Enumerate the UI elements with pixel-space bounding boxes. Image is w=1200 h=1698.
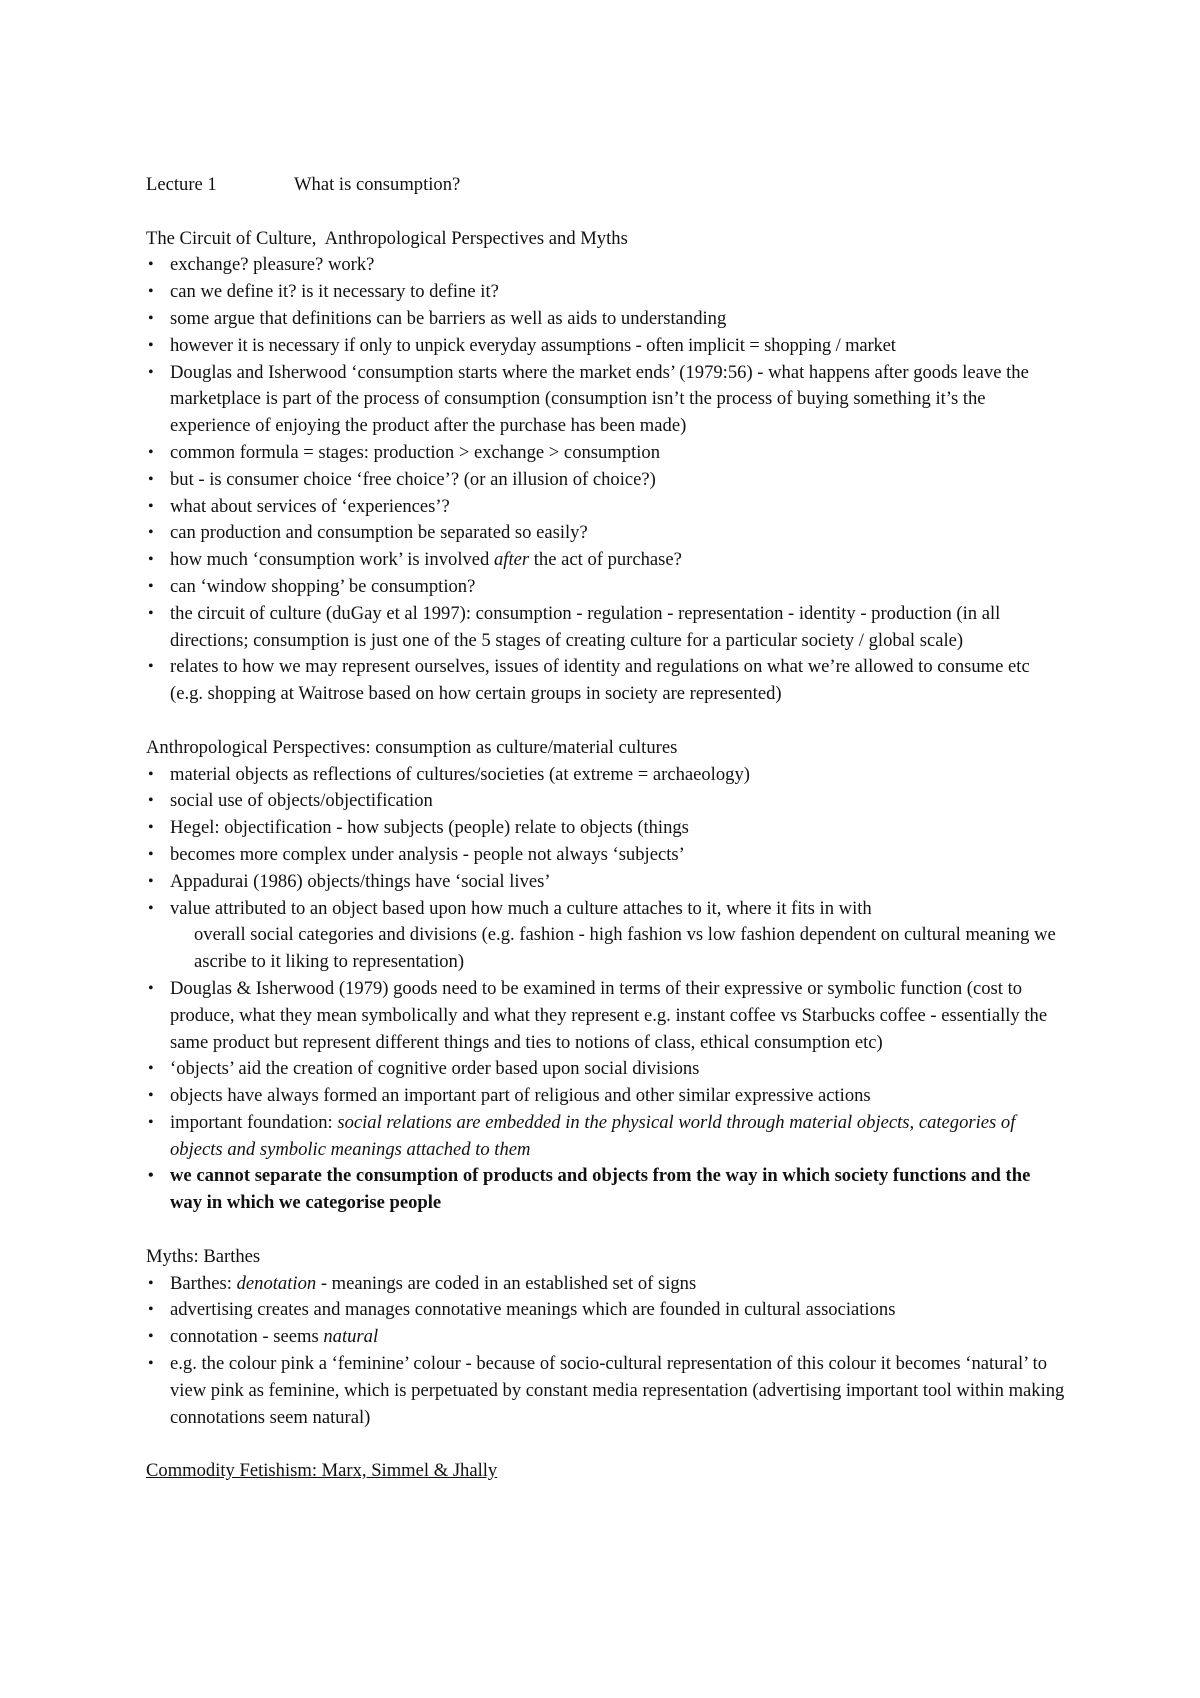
lecture-header (146, 172, 1066, 199)
list-item-text: - meanings are coded in an established set of signs (316, 1272, 697, 1294)
list-item-text: the act of purchase? (529, 549, 682, 571)
list-item: • material objects as reflections of cultures/societies (at extreme = archaeology) (146, 762, 1066, 789)
list-item-continuation: overall social categories and divisions (e.g. fashion - high fashion vs low fashion dependent on cultural meaning we ascribe to it liking to representation) (194, 924, 1056, 973)
list-item: • the circuit of culture (duGay et al 1997): consumption - regulation - representation - identity - production (in all directions; consumption is just one of the 5 stages of creating culture for a particular society / global scale) (146, 601, 1066, 655)
list-item: • some argue that definitions can be barriers as well as aids to understanding (146, 306, 1066, 333)
list-item: • Douglas & Isherwood (1979) goods need to be examined in terms of their expressive or symbolic function (cost to produce, what they mean symbolically and what they represent e.g. instant coffee vs Starbucks coffee - essentially the same product but represent different things and ties to notions of class, ethical consumption etc) (146, 976, 1066, 1056)
list-item (146, 1110, 1066, 1164)
list-item-text: Barthes: (170, 1272, 237, 1294)
list-item (146, 1271, 1066, 1298)
list-item: • advertising creates and manages connotative meanings which are founded in cultural associations (146, 1297, 1066, 1324)
list-item: • can production and consumption be separated so easily? (146, 520, 1066, 547)
emphasis-social-relations: social relations are embedded in the physical world through material objects, categories of objects and symbolic meanings attached to them (170, 1111, 1016, 1160)
list-item: • Appadurai (1986) objects/things have ‘social lives’ (146, 869, 1066, 896)
section-heading-circuit-of-culture: The Circuit of Culture, Anthropological Perspectives and Myths (146, 227, 628, 249)
list-item: • exchange? pleasure? work? (146, 252, 1066, 279)
list-item: • however it is necessary if only to unpick everyday assumptions - often implicit = shopping / market (146, 333, 1066, 360)
list-item: • objects have always formed an important part of religious and other similar expressive actions (146, 1083, 1066, 1110)
list-item: • but - is consumer choice ‘free choice’? (or an illusion of choice?) (146, 467, 1066, 494)
list-item: • common formula = stages: production > exchange > consumption (146, 440, 1066, 467)
list-item: • can ‘window shopping’ be consumption? (146, 574, 1066, 601)
section-heading-anthropological: Anthropological Perspectives: consumption as culture/material cultures (146, 736, 678, 758)
list-item (146, 896, 1066, 976)
section-heading-commodity-fetishism: Commodity Fetishism: Marx, Simmel & Jhally (146, 1460, 498, 1482)
list-item: • social use of objects/objectification (146, 788, 1066, 815)
emphasis-after: after (493, 549, 530, 571)
list-item: • relates to how we may represent ourselves, issues of identity and regulations on what we’re allowed to consume etc (e.g. shopping at Waitrose based on how certain groups in society are represented) (146, 654, 1066, 708)
section-list-anthropological (146, 762, 1066, 1218)
list-item-text: connotation - seems (170, 1326, 324, 1348)
list-item: • what about services of ‘experiences’? (146, 494, 1066, 521)
list-item: • becomes more complex under analysis - people not always ‘subjects’ (146, 842, 1066, 869)
emphasis-denotation: denotation (236, 1272, 317, 1294)
list-item: • ‘objects’ aid the creation of cognitive order based upon social divisions (146, 1056, 1066, 1083)
list-item: • Hegel: objectification - how subjects (people) relate to objects (things (146, 815, 1066, 842)
document-page (146, 172, 1066, 1485)
list-item (146, 1324, 1066, 1351)
list-item: • Douglas and Isherwood ‘consumption starts where the market ends’ (1979:56) - what happens after goods leave the marketplace is part of the process of consumption (consumption isn’t the process of buying something it’s the experience of enjoying the product after the purchase has been made) (146, 360, 1066, 440)
lecture-number: Lecture 1 (146, 174, 217, 195)
section-list-circuit-of-culture (146, 252, 1066, 708)
section-list-myths (146, 1271, 1066, 1432)
list-item: • can we define it? is it necessary to define it? (146, 279, 1066, 306)
emphasis-natural: natural (323, 1326, 379, 1348)
section-heading-myths: Myths: Barthes (146, 1245, 261, 1267)
lecture-title: What is consumption? (294, 174, 461, 195)
list-item-text: how much ‘consumption work’ is involved (170, 549, 494, 571)
list-item-bold: • we cannot separate the consumption of products and objects from the way in which society functions and the way in which we categorise people (146, 1163, 1066, 1217)
list-item: • e.g. the colour pink a ‘feminine’ colour - because of socio-cultural representation of this colour it becomes ‘natural’ to view pink as feminine, which is perpetuated by constant media representation (advertising important tool within making connotations seem natural) (146, 1351, 1066, 1431)
list-item (146, 547, 1066, 574)
list-item-text: value attributed to an object based upon how much a culture attaches to it, where it fits in with (170, 897, 872, 919)
list-item-text: important foundation: (170, 1111, 338, 1133)
